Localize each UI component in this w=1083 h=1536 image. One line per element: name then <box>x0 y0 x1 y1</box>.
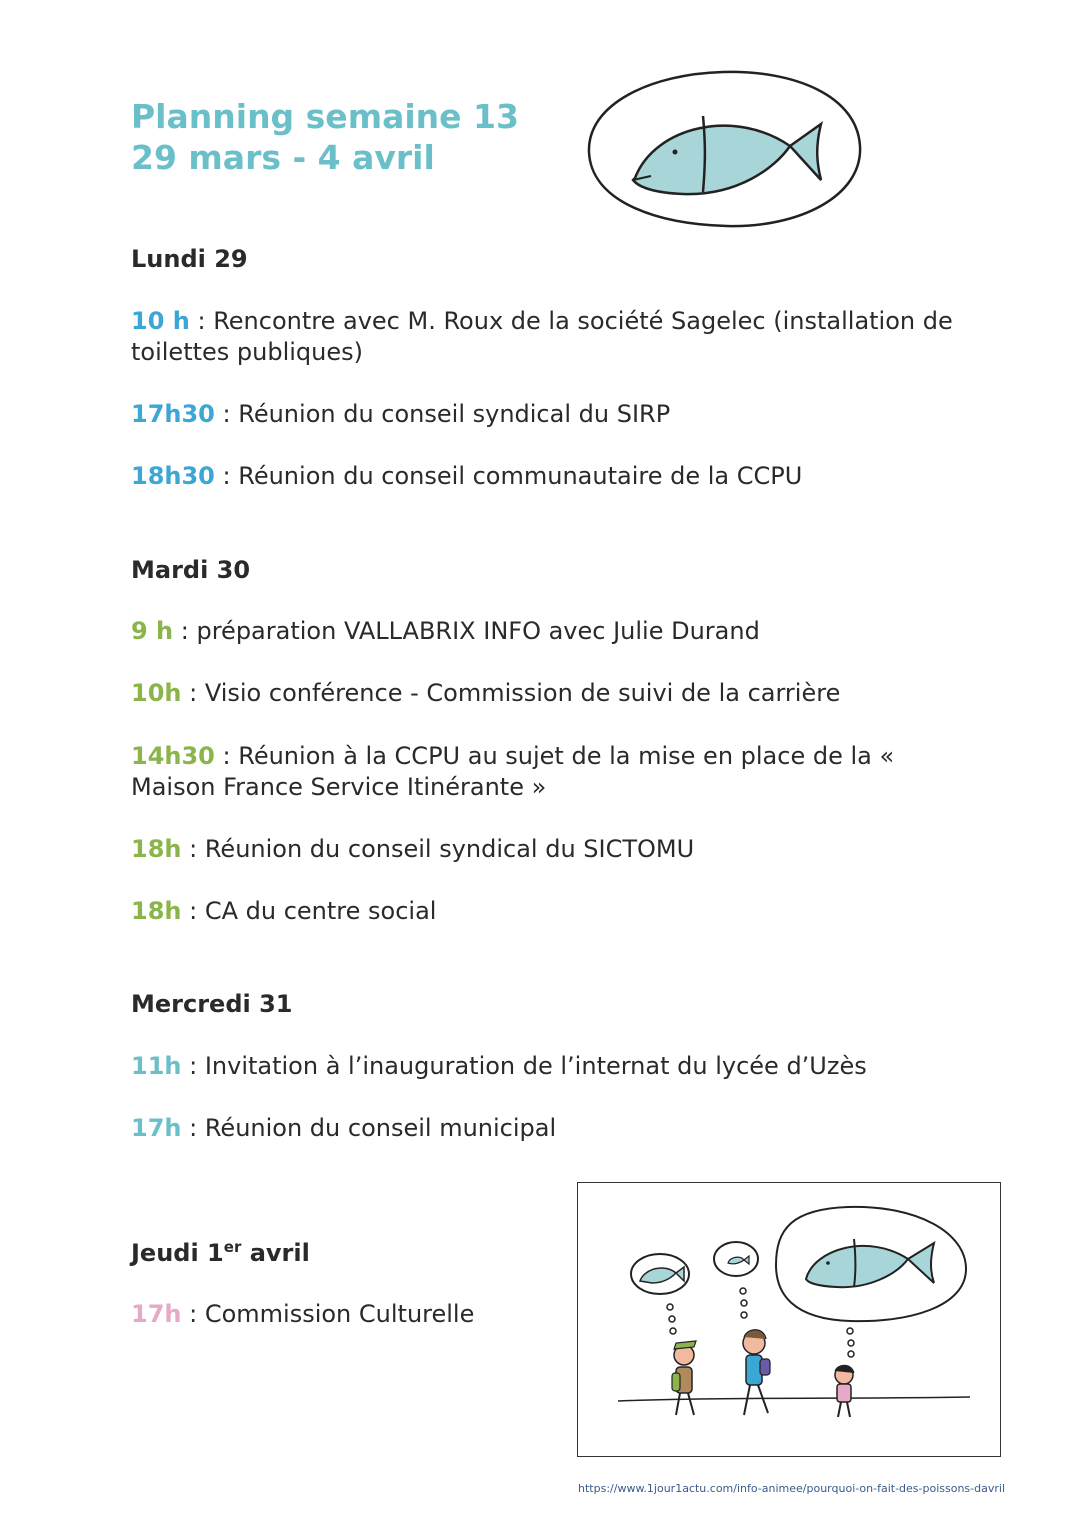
day-month: avril <box>241 1239 310 1267</box>
source-link[interactable]: https://www.1jour1actu.com/info-animee/pourquoi-on-fait-des-poissons-davril <box>578 1482 1005 1495</box>
day-label: Jeudi 1 <box>131 1239 224 1267</box>
entry-time: 10 h <box>131 307 190 335</box>
day-heading-jeudi <box>131 1238 310 1267</box>
agenda-entry <box>131 678 1001 709</box>
entry-text: : Réunion du conseil syndical du SIRP <box>214 400 671 428</box>
entry-time: 17h <box>131 1114 182 1142</box>
entry-text: : Réunion du conseil municipal <box>181 1114 557 1142</box>
page-title <box>131 96 519 178</box>
entry-time: 11h <box>131 1052 182 1080</box>
entry-time: 18h30 <box>131 462 215 490</box>
entry-text: : Rencontre avec M. Roux de la société Sagelec (installation de toilettes publiques) <box>131 307 953 366</box>
day-heading-mercredi: Mercredi 31 <box>131 990 293 1018</box>
entry-time: 10h <box>131 679 182 707</box>
title-line-week: Planning semaine 13 <box>131 97 519 136</box>
entry-text: : Réunion à la CCPU au sujet de la mise en place de la « Maison France Service Itinérante » <box>131 742 895 801</box>
entry-time: 18h <box>131 897 182 925</box>
entry-text: : préparation VALLABRIX INFO avec Julie Durand <box>173 617 760 645</box>
agenda-entry <box>131 306 1001 368</box>
agenda-entry <box>131 616 1001 647</box>
day-heading-mardi: Mardi 30 <box>131 556 251 584</box>
entry-time: 14h30 <box>131 742 215 770</box>
entry-text: : Réunion du conseil syndical du SICTOMU <box>181 835 695 863</box>
entry-time: 17h <box>131 1300 182 1328</box>
agenda-entry <box>131 461 1001 492</box>
agenda-entry <box>131 741 951 803</box>
entry-text: : Invitation à l’inauguration de l’internat du lycée d’Uzès <box>181 1052 867 1080</box>
agenda-entry <box>131 1113 1001 1144</box>
entry-text: : Commission Culturelle <box>181 1300 475 1328</box>
entry-time: 18h <box>131 835 182 863</box>
title-line-dates: 29 mars - 4 avril <box>131 138 435 177</box>
day-ordinal: er <box>223 1238 242 1256</box>
agenda-entry <box>131 896 1001 927</box>
fish-bubble-icon <box>585 68 865 233</box>
agenda-entry <box>131 399 1001 430</box>
agenda-entry <box>131 1051 1001 1082</box>
day-heading-lundi: Lundi 29 <box>131 245 248 273</box>
agenda-entry <box>131 834 1001 865</box>
entry-text: : CA du centre social <box>181 897 437 925</box>
people-fish-illustration-icon <box>577 1182 1001 1457</box>
entry-text: : Visio conférence - Commission de suivi de la carrière <box>181 679 841 707</box>
entry-time: 9 h <box>131 617 174 645</box>
entry-time: 17h30 <box>131 400 215 428</box>
entry-text: : Réunion du conseil communautaire de la CCPU <box>214 462 803 490</box>
